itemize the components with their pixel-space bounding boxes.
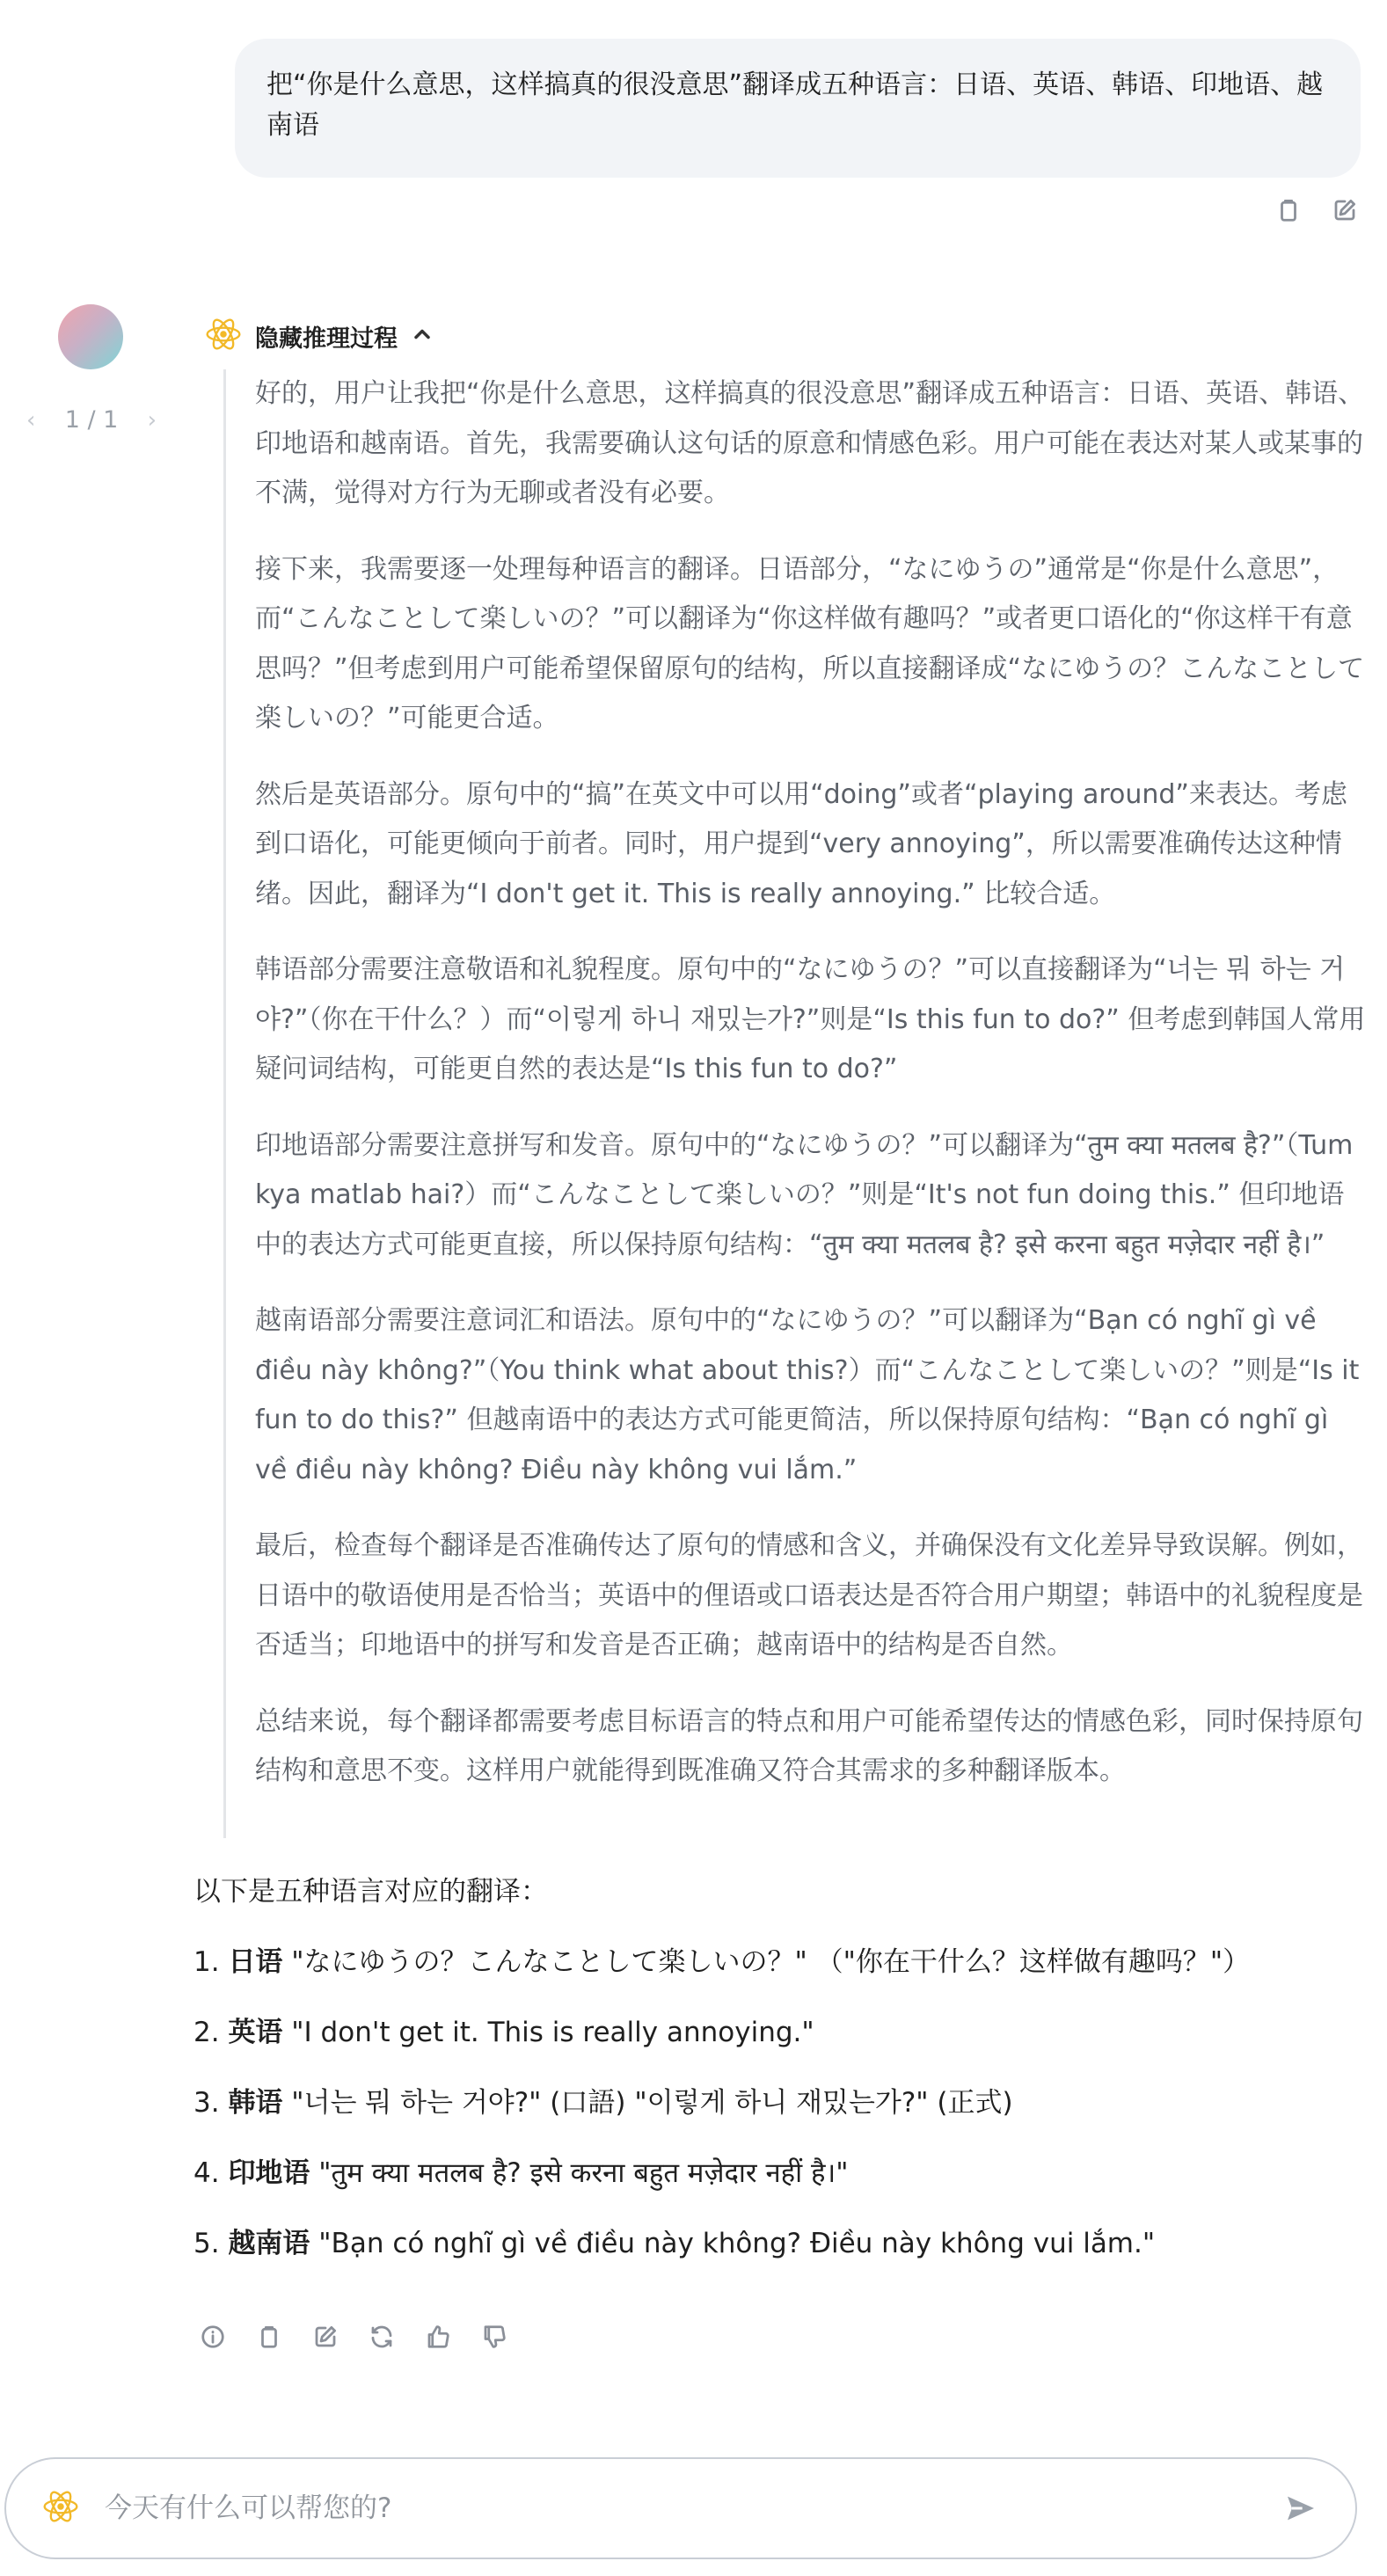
item-language: 日语 [228,1946,283,1978]
answer-item [193,2223,1354,2264]
response-pager [26,406,157,434]
atom-icon [41,2487,80,2529]
copy-icon[interactable] [1274,195,1303,225]
reasoning-paragraph: 越南语部分需要注意词汇和语法。原句中的“なにゆうの？”可以翻译为“Bạn có nghĩ gì về điều này không?”（You think what about this?）而“こんなことして楽しいの？”则是“Is it fun to do this?” 但越南语中的表达方式可能更简洁，所以保持原句结构：“Bạn có nghĩ gì về điều này không? Điều này không vui lắm.” [255,1305,1360,1485]
pager-label: 1 / 1 [64,406,119,434]
reasoning-paragraph: 最后，检查每个翻译是否准确传达了原句的情感和含义，并确保没有文化差异导致误解。例如，日语中的敬语使用是否恰当；英语中的俚语或口语表达是否符合用户期望；韩语中的礼貌程度是否适当；印地语中的拼写和发音是否正确；越南语中的结构是否自然。 [255,1530,1363,1660]
user-message-text: 把“你是什么意思，这样搞真的很没意思”翻译成五种语言：日语、英语、韩语、印地语、越南语 [266,69,1324,141]
item-number: 5. [193,2228,220,2259]
copy-icon[interactable] [254,2322,284,2352]
item-translation: "なにゆうの？こんなことして楽しいの？" （"你在干什么？这样做有趣吗？"） [282,1946,1251,1978]
item-language: 英语 [228,2017,283,2048]
item-language: 印地语 [228,2157,310,2189]
reasoning-panel [223,369,1367,1838]
reasoning-paragraph: 好的，用户让我把“你是什么意思，这样搞真的很没意思”翻译成五种语言：日语、英语、韩语、印地语和越南语。首先，我需要确认这句话的原意和情感色彩。用户可能在表达对某人或某事的不满，觉得对方行为无聊或者没有必要。 [255,378,1365,508]
edit-icon[interactable] [1330,195,1360,225]
send-icon[interactable] [1281,2489,1320,2528]
reasoning-toggle-label: 隐藏推理过程 [255,325,398,353]
reasoning-paragraph: 印地语部分需要注意拼写和发音。原句中的“なにゆうの？”可以翻译为“तुम क्या मतलब है?”（Tum kya matlab hai?）而“こんなことして楽しいの？”则是“It's not fun doing this.” 但印地语中的表达方式可能更直接，所以保持原句结构：“तुम क्या मतलब है? इसे करना बहुत मज़ेदार नहीं है।” [255,1129,1354,1260]
thumbs-up-icon[interactable] [423,2322,453,2352]
chat-input-bar [4,2457,1357,2559]
reasoning-paragraph: 总结来说，每个翻译都需要考虑目标语言的特点和用户可能希望传达的情感色彩，同时保持原句结构和意思不变。这样用户就能得到既准确又符合其需求的多种翻译版本。 [255,1705,1363,1786]
item-translation: "तुम क्या मतलब है? इसे करना बहुत मज़ेदार नहीं है।" [310,2157,849,2189]
item-number: 4. [193,2157,220,2189]
reasoning-paragraph: 韩语部分需要注意敬语和礼貌程度。原句中的“なにゆうの？”可以直接翻译为“너는 뭐 하는 거야?”（你在干什么？）而“이렇게 하니 재밌는가?”则是“Is this fun to do?” 但考虑到韩国人常用疑问词结构，可能更自然的表达是“Is this fun to do?” [255,954,1366,1084]
item-translation: "너는 뭐 하는 거야?" (口語) "이렇게 하니 재밌는가?" (正式) [282,2087,1013,2119]
assistant-avatar [58,304,123,369]
item-translation: "Bạn có nghĩ gì về điều này không? Điều này không vui lắm." [310,2228,1156,2259]
edit-icon[interactable] [310,2322,340,2352]
answer-item [193,2083,1354,2123]
answer-intro: 以下是五种语言对应的翻译： [193,1876,548,1908]
assistant-answer [193,1872,1354,2294]
reasoning-paragraph: 接下来，我需要逐一处理每种语言的翻译。日语部分，“なにゆうの”通常是“你是什么意思”，而“こんなことして楽しいの？”可以翻译为“你这样做有趣吗？”或者更口语化的“你这样干有意思吗？”但考虑到用户可能希望保留原句的结构，所以直接翻译成“なにゆうの？こんなことして楽しいの？”可能更合适。 [255,553,1365,733]
item-number: 1. [193,1946,220,1978]
thumbs-down-icon[interactable] [479,2322,509,2352]
item-number: 2. [193,2017,220,2048]
item-number: 3. [193,2087,220,2119]
reasoning-toggle[interactable] [204,315,434,357]
item-language: 韩语 [228,2087,283,2119]
item-translation: "I don't get it. This is really annoying." [282,2017,814,2048]
answer-item [193,1942,1354,1982]
answer-item [193,2153,1354,2193]
item-language: 越南语 [228,2228,310,2259]
info-icon[interactable] [198,2322,228,2352]
regenerate-icon[interactable] [367,2322,397,2352]
pager-next-button[interactable]: › [147,406,157,434]
message-actions [198,2322,509,2352]
atom-icon [204,315,243,357]
reasoning-paragraph: 然后是英语部分。原句中的“搞”在英文中可以用“doing”或者“playing around”来表达。考虑到口语化，可能更倾向于前者。同时，用户提到“very annoying”，所以需要准确传达这种情绪。因此，翻译为“I don't get it. This is really annoying.” 比较合适。 [255,778,1347,909]
answer-item [193,2012,1354,2053]
chat-input[interactable] [105,2492,1281,2524]
pager-prev-button[interactable]: ‹ [26,406,36,434]
user-message-actions [1274,195,1360,225]
chevron-up-icon [410,322,434,350]
user-message-bubble [235,39,1361,178]
